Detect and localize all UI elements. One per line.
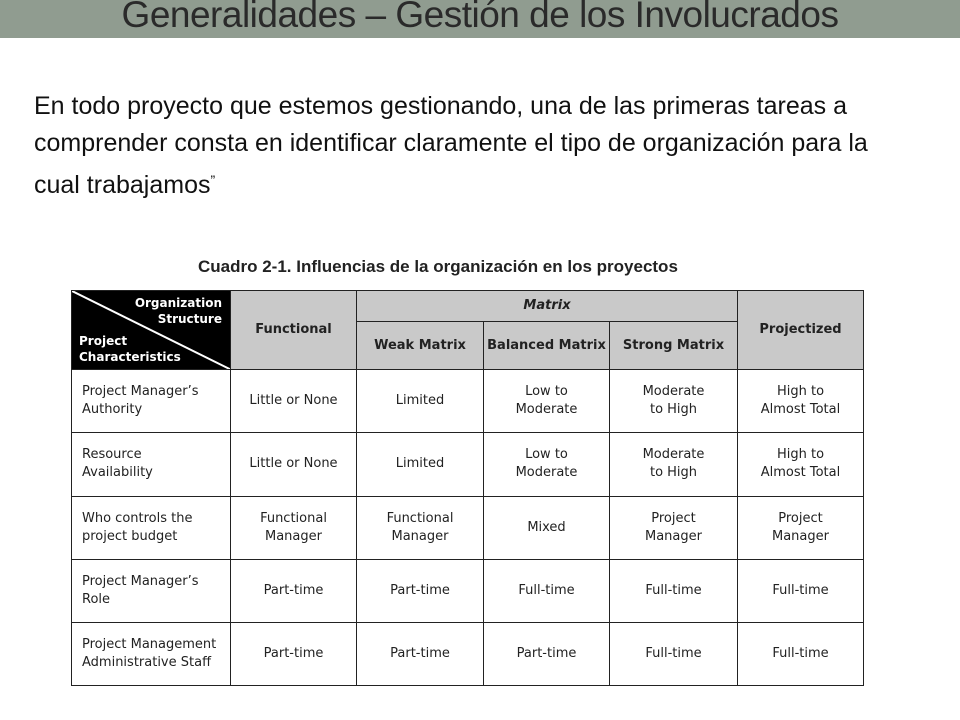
table-caption: Cuadro 2-1. Influencias de la organización en los proyectos — [198, 257, 678, 276]
table-row — [72, 433, 864, 496]
organization-structure-label: Organization Structure — [134, 296, 222, 326]
corner-header-cell — [72, 291, 231, 370]
header-balanced-matrix: Balanced Matrix — [484, 322, 610, 370]
cell-functional: Little or None — [231, 370, 357, 433]
header-strong-matrix: Strong Matrix — [610, 322, 738, 370]
cell-functional: Part-time — [231, 559, 357, 622]
row-label: Resource Availability — [72, 433, 231, 496]
slide-body-text — [34, 88, 914, 204]
cell-strong-matrix: Full-time — [610, 559, 738, 622]
cell-projectized: Full-time — [738, 622, 864, 685]
cell-strong-matrix: Full-time — [610, 622, 738, 685]
table-row — [72, 559, 864, 622]
row-label: Project Manager’s Authority — [72, 370, 231, 433]
cell-balanced-matrix: Low to Moderate — [484, 370, 610, 433]
closing-quote: ” — [210, 172, 216, 188]
organization-influences-table — [71, 290, 864, 686]
header-weak-matrix: Weak Matrix — [357, 322, 484, 370]
header-functional: Functional — [231, 291, 357, 370]
slide-title: Generalidades – Gestión de los Involucrados — [121, 0, 839, 35]
row-label: Project Manager’s Role — [72, 559, 231, 622]
header-projectized: Projectized — [738, 291, 864, 370]
cell-projectized: High to Almost Total — [738, 370, 864, 433]
cell-balanced-matrix: Full-time — [484, 559, 610, 622]
project-characteristics-label: Project Characteristics — [79, 334, 181, 365]
row-label: Who controls the project budget — [72, 496, 231, 559]
cell-functional: Little or None — [231, 433, 357, 496]
cell-functional: Functional Manager — [231, 496, 357, 559]
cell-weak-matrix: Limited — [357, 370, 484, 433]
cell-strong-matrix: Moderate to High — [610, 370, 738, 433]
table-row — [72, 622, 864, 685]
cell-projectized: Full-time — [738, 559, 864, 622]
cell-balanced-matrix: Mixed — [484, 496, 610, 559]
header-matrix: Matrix — [357, 291, 738, 322]
cell-projectized: Project Manager — [738, 496, 864, 559]
body-text-content: En todo proyecto que estemos gestionando, una de las primeras tareas a comprender consta en identificar claramente el tipo de organización para la cual trabajamos — [34, 92, 868, 199]
cell-weak-matrix: Part-time — [357, 622, 484, 685]
cell-weak-matrix: Functional Manager — [357, 496, 484, 559]
table-header-row-1 — [72, 291, 864, 322]
cell-balanced-matrix: Low to Moderate — [484, 433, 610, 496]
cell-balanced-matrix: Part-time — [484, 622, 610, 685]
row-label: Project Management Administrative Staff — [72, 622, 231, 685]
cell-projectized: High to Almost Total — [738, 433, 864, 496]
table-row — [72, 496, 864, 559]
cell-strong-matrix: Moderate to High — [610, 433, 738, 496]
table-row — [72, 370, 864, 433]
cell-strong-matrix: Project Manager — [610, 496, 738, 559]
cell-functional: Part-time — [231, 622, 357, 685]
cell-weak-matrix: Part-time — [357, 559, 484, 622]
cell-weak-matrix: Limited — [357, 433, 484, 496]
